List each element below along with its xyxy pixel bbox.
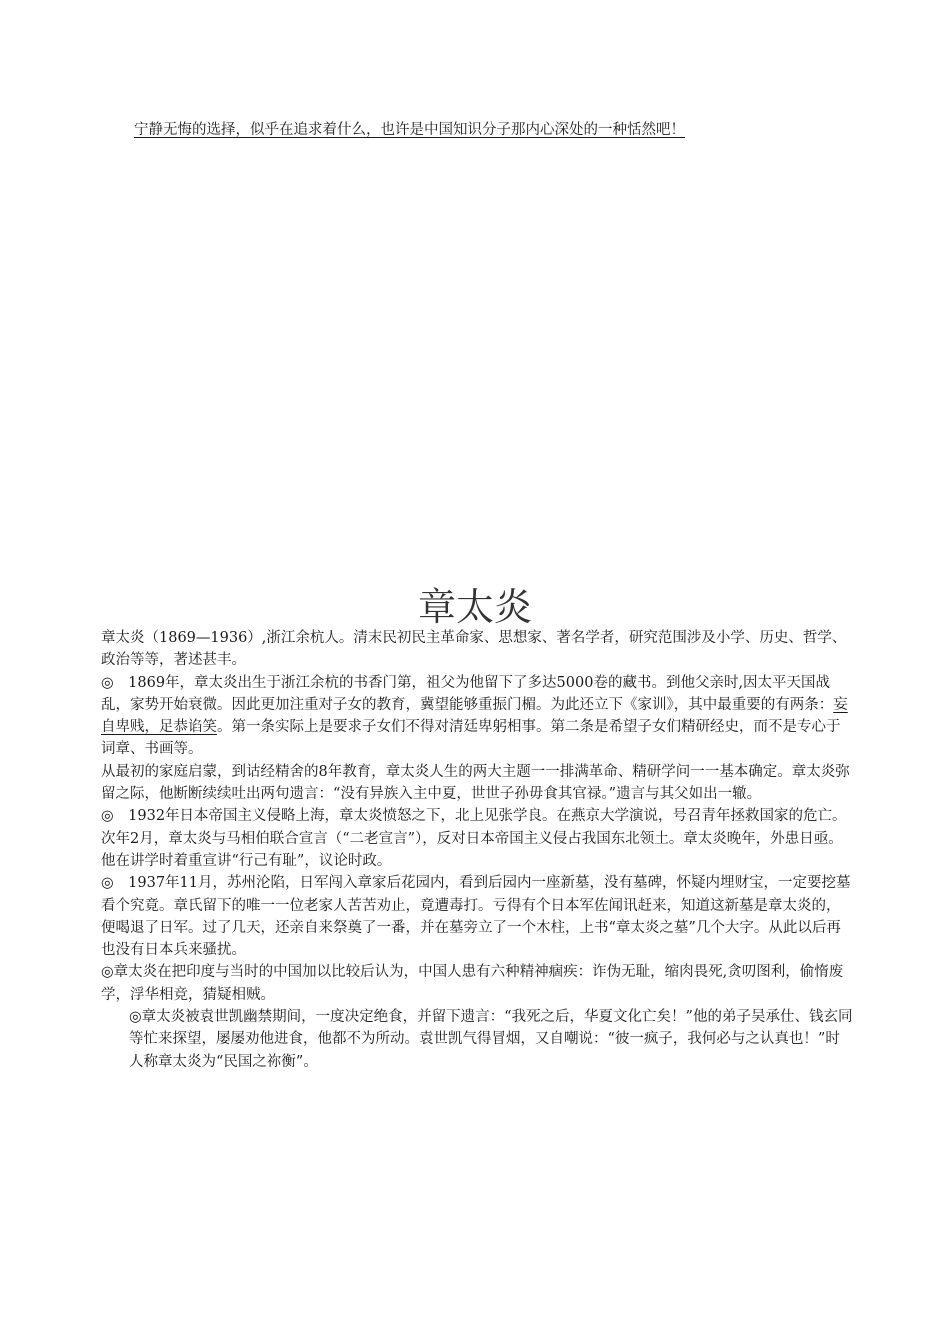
paragraph-1937: ◎ 1937年11月，苏州沦陷，日军闯入章家后花园内，看到后园内一座新墓，没有墓碑，怀疑内埋财宝，一定要挖墓看个究竟。章氏留下的唯一一位老家人苦苦劝止，竟遭毒打。亏得有个日本军佐闻讯赶来，知道这新墓是章太炎的，便喝退了日军。过了几天，还亲自来祭奠了一番，并在墓旁立了一个木柱，上书“章太炎之墓”几个大字。从此以后再也没有日本兵来骚扰。 [101, 875, 851, 959]
paragraph-family-text-1: ◎ 1869年，章太炎出生于浙江余杭的书香门第，祖父为他留下了多达5000卷的藏书。到他父亲时,因太平天国战乱，家势开始衰微。因此更加注重对子女的教育，冀望能够重振门楣。为此还立下《家训》，其中最重要的有两条： [101, 674, 834, 713]
paragraph-family [101, 672, 853, 761]
paragraph-family-text-2: 。第一条实际上是要求子女们不得对清廷卑躬相事。第二条是希望子女们精研经史，而不是专心于词章、书画等。 [101, 719, 841, 758]
header-quote-line: 宁静无悔的选择，似乎在追求着什么，也许是中国知识分子那内心深处的一种恬然吧！ [134, 122, 685, 138]
page-title: 章太炎 [417, 585, 532, 630]
family-rules-underlined: 妄自卑贱，足恭谄笑 [101, 696, 848, 736]
article-body [101, 627, 853, 1073]
paragraph-hunger-strike: ◎章太炎被袁世凯幽禁期间，一度决定绝食，并留下遗言：“我死之后，华夏文化亡矣！”他的弟子吴承仕、钱玄同等忙来探望，屡屡劝他进食，他都不为所动。袁世凯气得冒烟，又自嘲说：“彼一疯子，我何必与之认真也！”时人称章太炎为“民国之祢衡”。 [129, 1009, 853, 1070]
paragraph-education: 从最初的家庭启蒙，到诂经精舍的8年教育，章太炎人生的两大主题一一排满革命、精研学问一一基本确定。章太炎弥留之际，他断断续续吐出两句遗言：“没有异族入主中夏，世世子孙毋食其官禄。”遗言与其父如出一辙。 [101, 763, 850, 803]
paragraph-six-ills: ◎章太炎在把印度与当时的中国加以比较后认为，中国人患有六种精神痼疾：诈伪无耻，缩肉畏死,贪叨图利，偷惰废学，浮华相竞，猜疑相贼。 [101, 964, 844, 1003]
paragraph-1932: ◎ 1932年日本帝国主义侵略上海，章太炎愤怒之下，北上见张学良。在燕京大学演说，号召青年拯救国家的危亡。次年2月，章太炎与马相伯联合宣言（“二老宣言”），反对日本帝国主义侵占我国东北领土。章太炎晚年，外患日亟。他在讲学时着重宣讲“行己有耻”，议论时政。 [101, 808, 847, 869]
paragraph-intro: 章太炎（1869—1936）,浙江余杭人。清末民初民主革命家、思想家、著名学者，研究范围涉及小学、历史、哲学、政治等等，著述甚丰。 [101, 630, 847, 669]
